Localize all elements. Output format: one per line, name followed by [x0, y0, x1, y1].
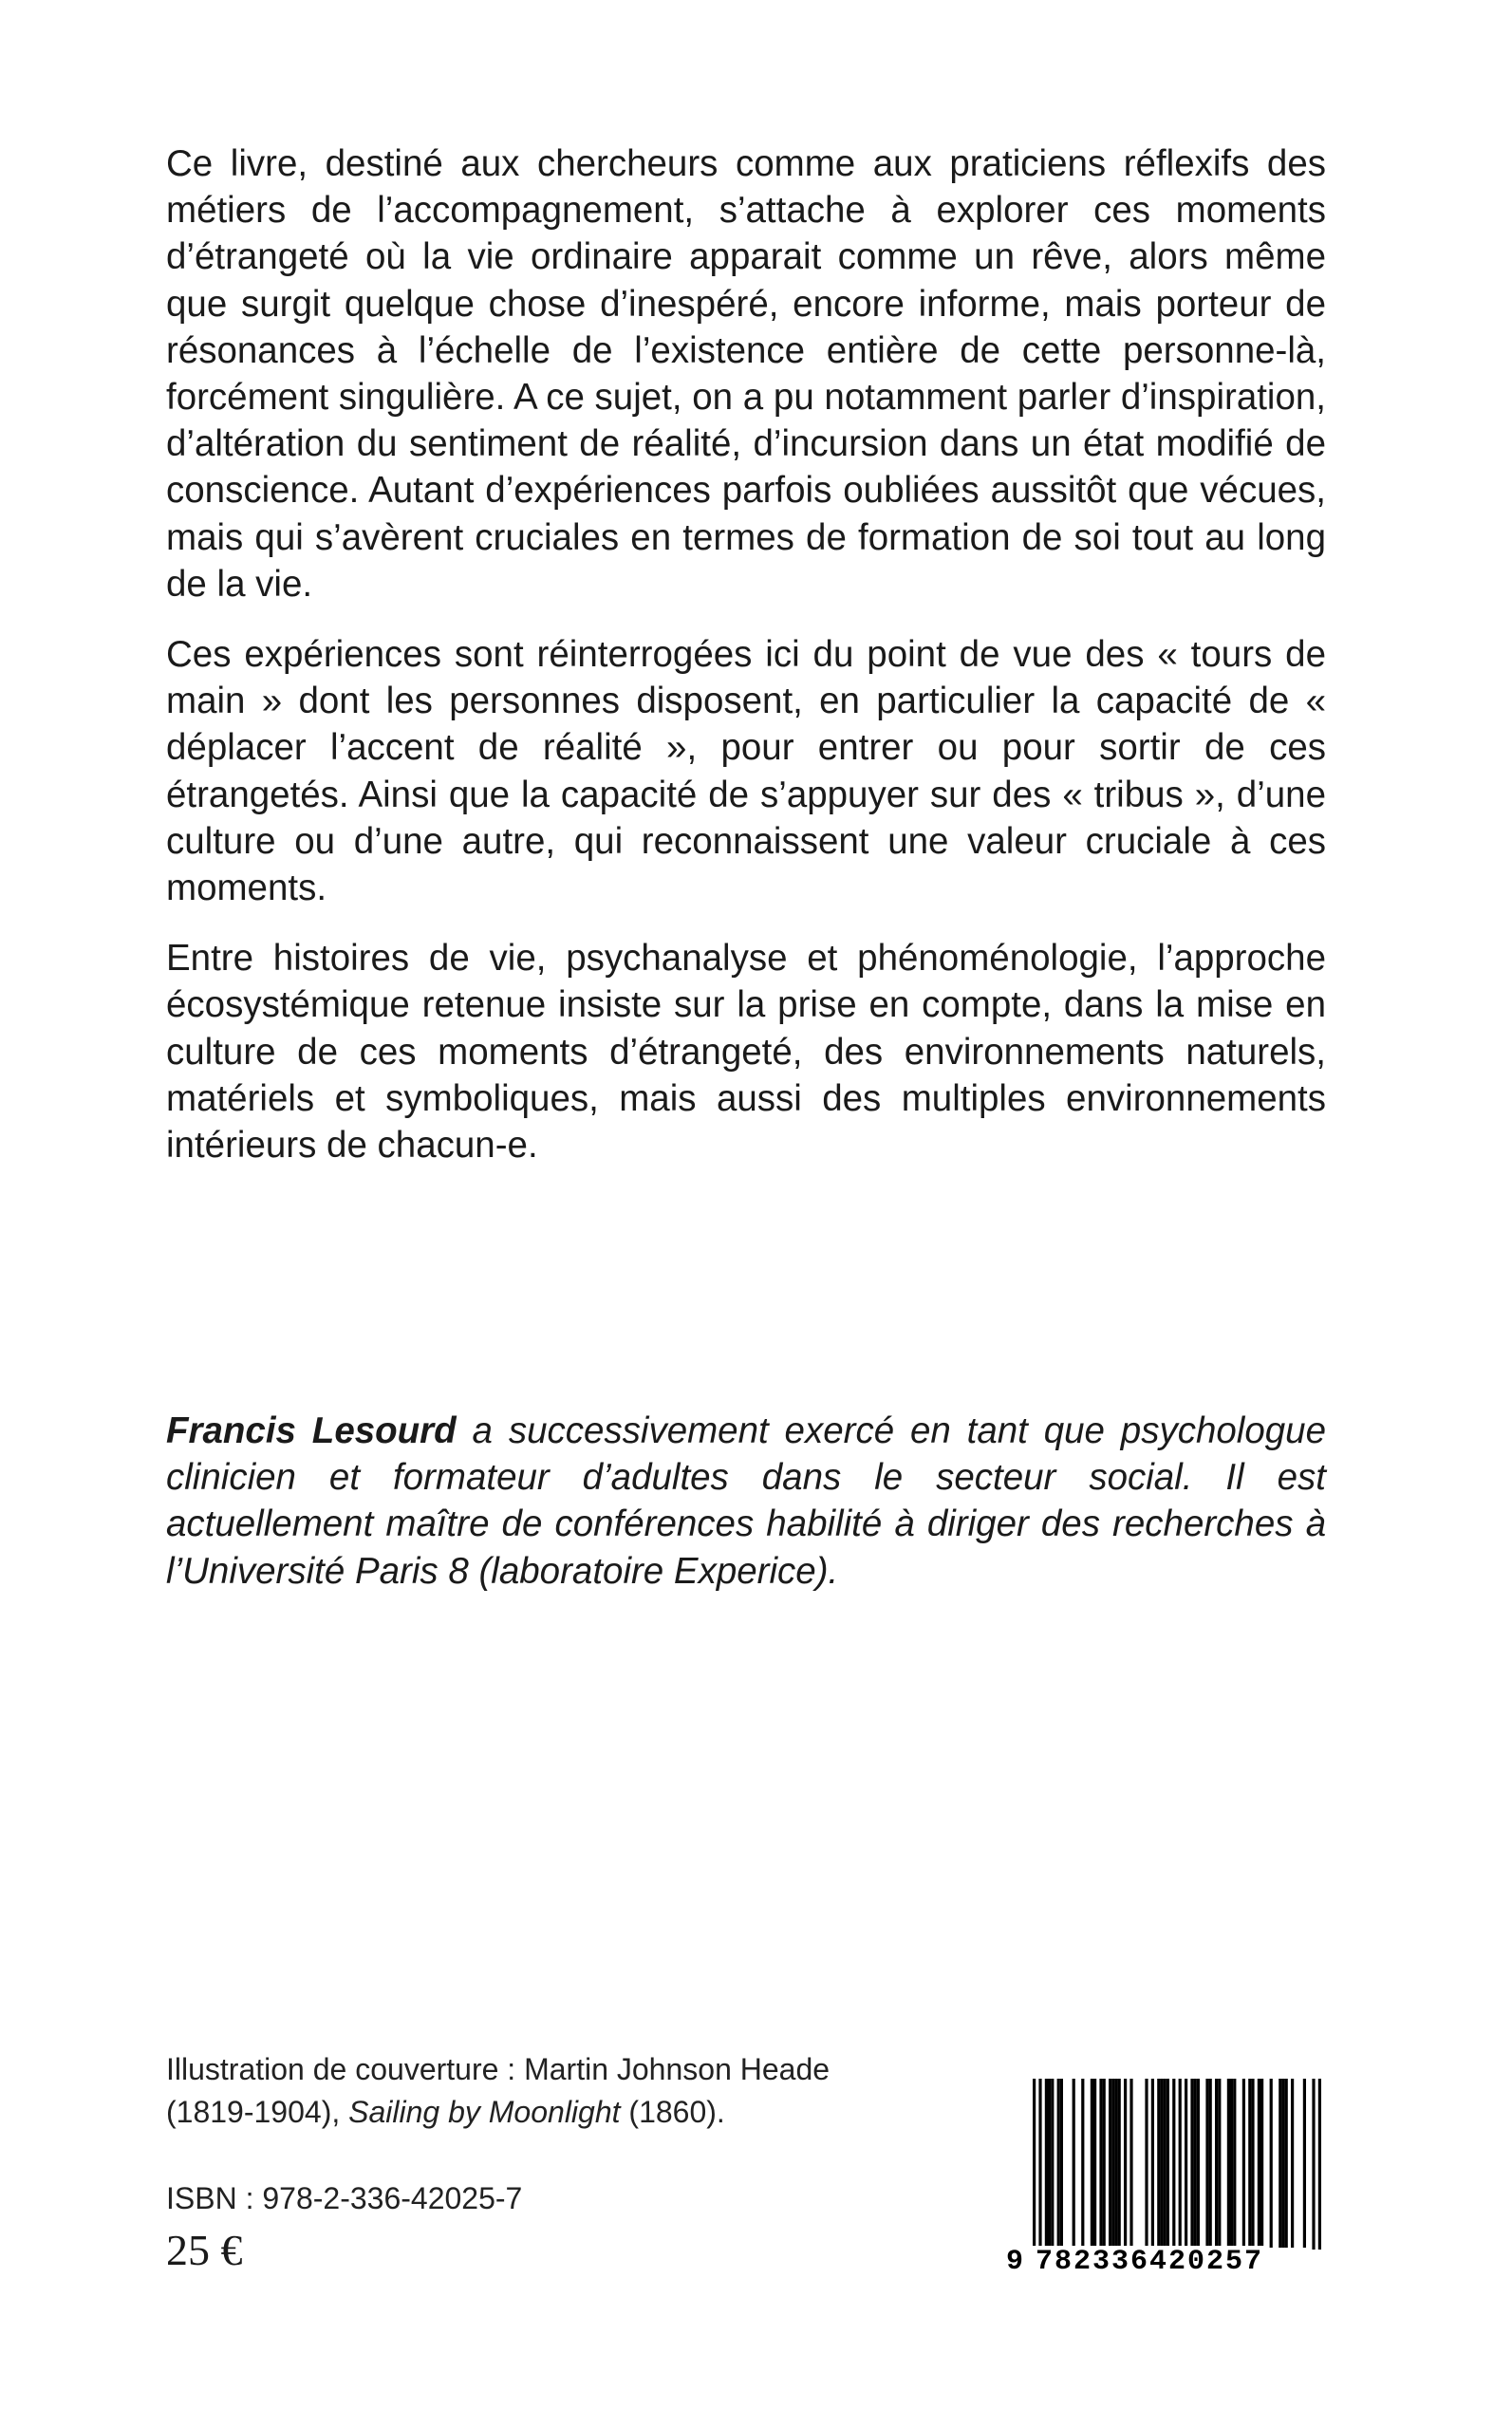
barcode-bar [1230, 2079, 1233, 2248]
barcode-bar [1073, 2079, 1075, 2248]
barcode-lead-digit: 9 [1006, 2246, 1026, 2278]
barcode-bar [1190, 2079, 1193, 2248]
barcode-bar [1205, 2079, 1208, 2248]
barcode-bar [1111, 2079, 1114, 2248]
barcode-bar [1118, 2079, 1121, 2248]
barcode-bar [1233, 2079, 1236, 2248]
barcode-bar [1251, 2079, 1254, 2248]
isbn-barcode [1006, 2079, 1329, 2297]
barcode-bar [1114, 2079, 1117, 2248]
barcode-bar [1227, 2079, 1230, 2248]
barcode-bar [1109, 2079, 1111, 2248]
barcode-bar [1209, 2079, 1212, 2248]
barcode-bar [1172, 2079, 1175, 2250]
barcode-bar [1093, 2079, 1096, 2248]
barcode-bar [1303, 2079, 1306, 2248]
barcode-bar [1258, 2079, 1260, 2248]
barcode-bar [1038, 2079, 1041, 2250]
barcode-bar [1057, 2079, 1060, 2248]
barcode-bar [1248, 2079, 1251, 2248]
author-name: Francis Lesourd [166, 1410, 457, 1451]
blurb [166, 140, 1326, 1192]
barcode-bar [1048, 2079, 1051, 2248]
barcode-bar [1167, 2079, 1169, 2248]
artwork-year: (1860). [620, 2095, 725, 2129]
barcode-bar [1060, 2079, 1063, 2248]
barcode-bar [1091, 2079, 1093, 2248]
barcode-bar [1185, 2079, 1187, 2248]
barcode-bar [1145, 2079, 1148, 2248]
credit-line-2 [166, 2091, 1020, 2134]
barcode-bar [1197, 2079, 1200, 2248]
barcode-bar [1081, 2079, 1084, 2248]
artwork-title: Sailing by Moonlight [348, 2095, 621, 2129]
barcode-bar [1291, 2079, 1294, 2248]
barcode-bar [1129, 2079, 1132, 2248]
isbn: ISBN : 978-2-336-42025-7 [166, 2181, 523, 2215]
barcode-bar [1033, 2079, 1036, 2250]
barcode-bar [1164, 2079, 1167, 2248]
credit-dates: (1819-1904), [166, 2095, 349, 2129]
barcode-bars [1006, 2079, 1329, 2250]
blurb-paragraph-3: Entre histoires de vie, psychanalyse et phénoménologie, l’approche écosystémique retenue insiste sur la prise en compte, dans la mise en culture de ces moments d’étrangeté, des environnements naturels, matériels et symboliques, mais aussi des multiples environnements intérieurs de chacun-e. [166, 938, 1326, 1167]
barcode-bar [1215, 2079, 1218, 2248]
barcode-bar [1260, 2079, 1263, 2248]
barcode-bar [1157, 2079, 1160, 2248]
blurb-paragraph-2: Ces expériences sont réinterrogées ici du point de vue des « tours de main » dont les personnes disposent, en particulier la capacité de « déplacer l’accent de réalité », pour entrer ou pour sortir de ces étrangetés. Ainsi que la capacité de s’appuyer sur des « tribus », d’une culture ou d’une autre, qui reconnaissent une valeur cruciale à ces moments. [166, 634, 1326, 909]
barcode-bar [1270, 2079, 1273, 2248]
barcode-bar [1179, 2079, 1182, 2250]
credit-line-1: Illustration de couverture : Martin Johnson Heade [166, 2052, 831, 2086]
author-bio [166, 1408, 1326, 1595]
author-bio-text: a successivement exercé en tant que psychologue clinicien et formateur d’adultes dans le secteur social. Il est actuellement maître de conférences habilité à diriger des recherches à l’Université Paris 8 (laboratoire Experice). [166, 1410, 1326, 1592]
barcode-bar [1194, 2079, 1197, 2248]
barcode-bar [1279, 2079, 1281, 2248]
barcode-digits [1006, 2246, 1329, 2284]
barcode-bar [1124, 2079, 1127, 2248]
blurb-paragraph-1: Ce livre, destiné aux chercheurs comme aux praticiens réflexifs des métiers de l’accompagnement, s’attache à explorer ces moments d’étrangeté où la vie ordinaire apparait comme un rêve, alors même que surgit quelque chose d’inespéré, encore informe, mais porteur de résonances à l’échelle de l’existence entière de cette personne-là, forcément singulière. A ce sujet, on a pu notamment parler d’inspiration, d’altération du sentiment de réalité, d’incursion dans un état modifié de conscience. Autant d’expériences parfois oubliées aussitôt que vécues, mais qui s’avèrent cruciales en termes de formation de soi tout au long de la vie. [166, 143, 1326, 605]
cover-illustration-credit [166, 2048, 1020, 2134]
price: 25 € [166, 2226, 243, 2274]
barcode-bar [1045, 2079, 1048, 2248]
barcode-bar [1242, 2079, 1245, 2248]
barcode-bar [1099, 2079, 1102, 2248]
barcode-bar [1318, 2079, 1321, 2250]
barcode-bar [1285, 2079, 1288, 2248]
barcode-bar [1281, 2079, 1284, 2248]
barcode-bar [1218, 2079, 1221, 2248]
barcode-bar [1103, 2079, 1106, 2248]
barcode-bar [1051, 2079, 1054, 2248]
barcode-bar [1160, 2079, 1163, 2248]
barcode-main-digits: 782336420257 [1033, 2246, 1266, 2278]
barcode-bar [1151, 2079, 1154, 2248]
barcode-bar [1312, 2079, 1315, 2250]
